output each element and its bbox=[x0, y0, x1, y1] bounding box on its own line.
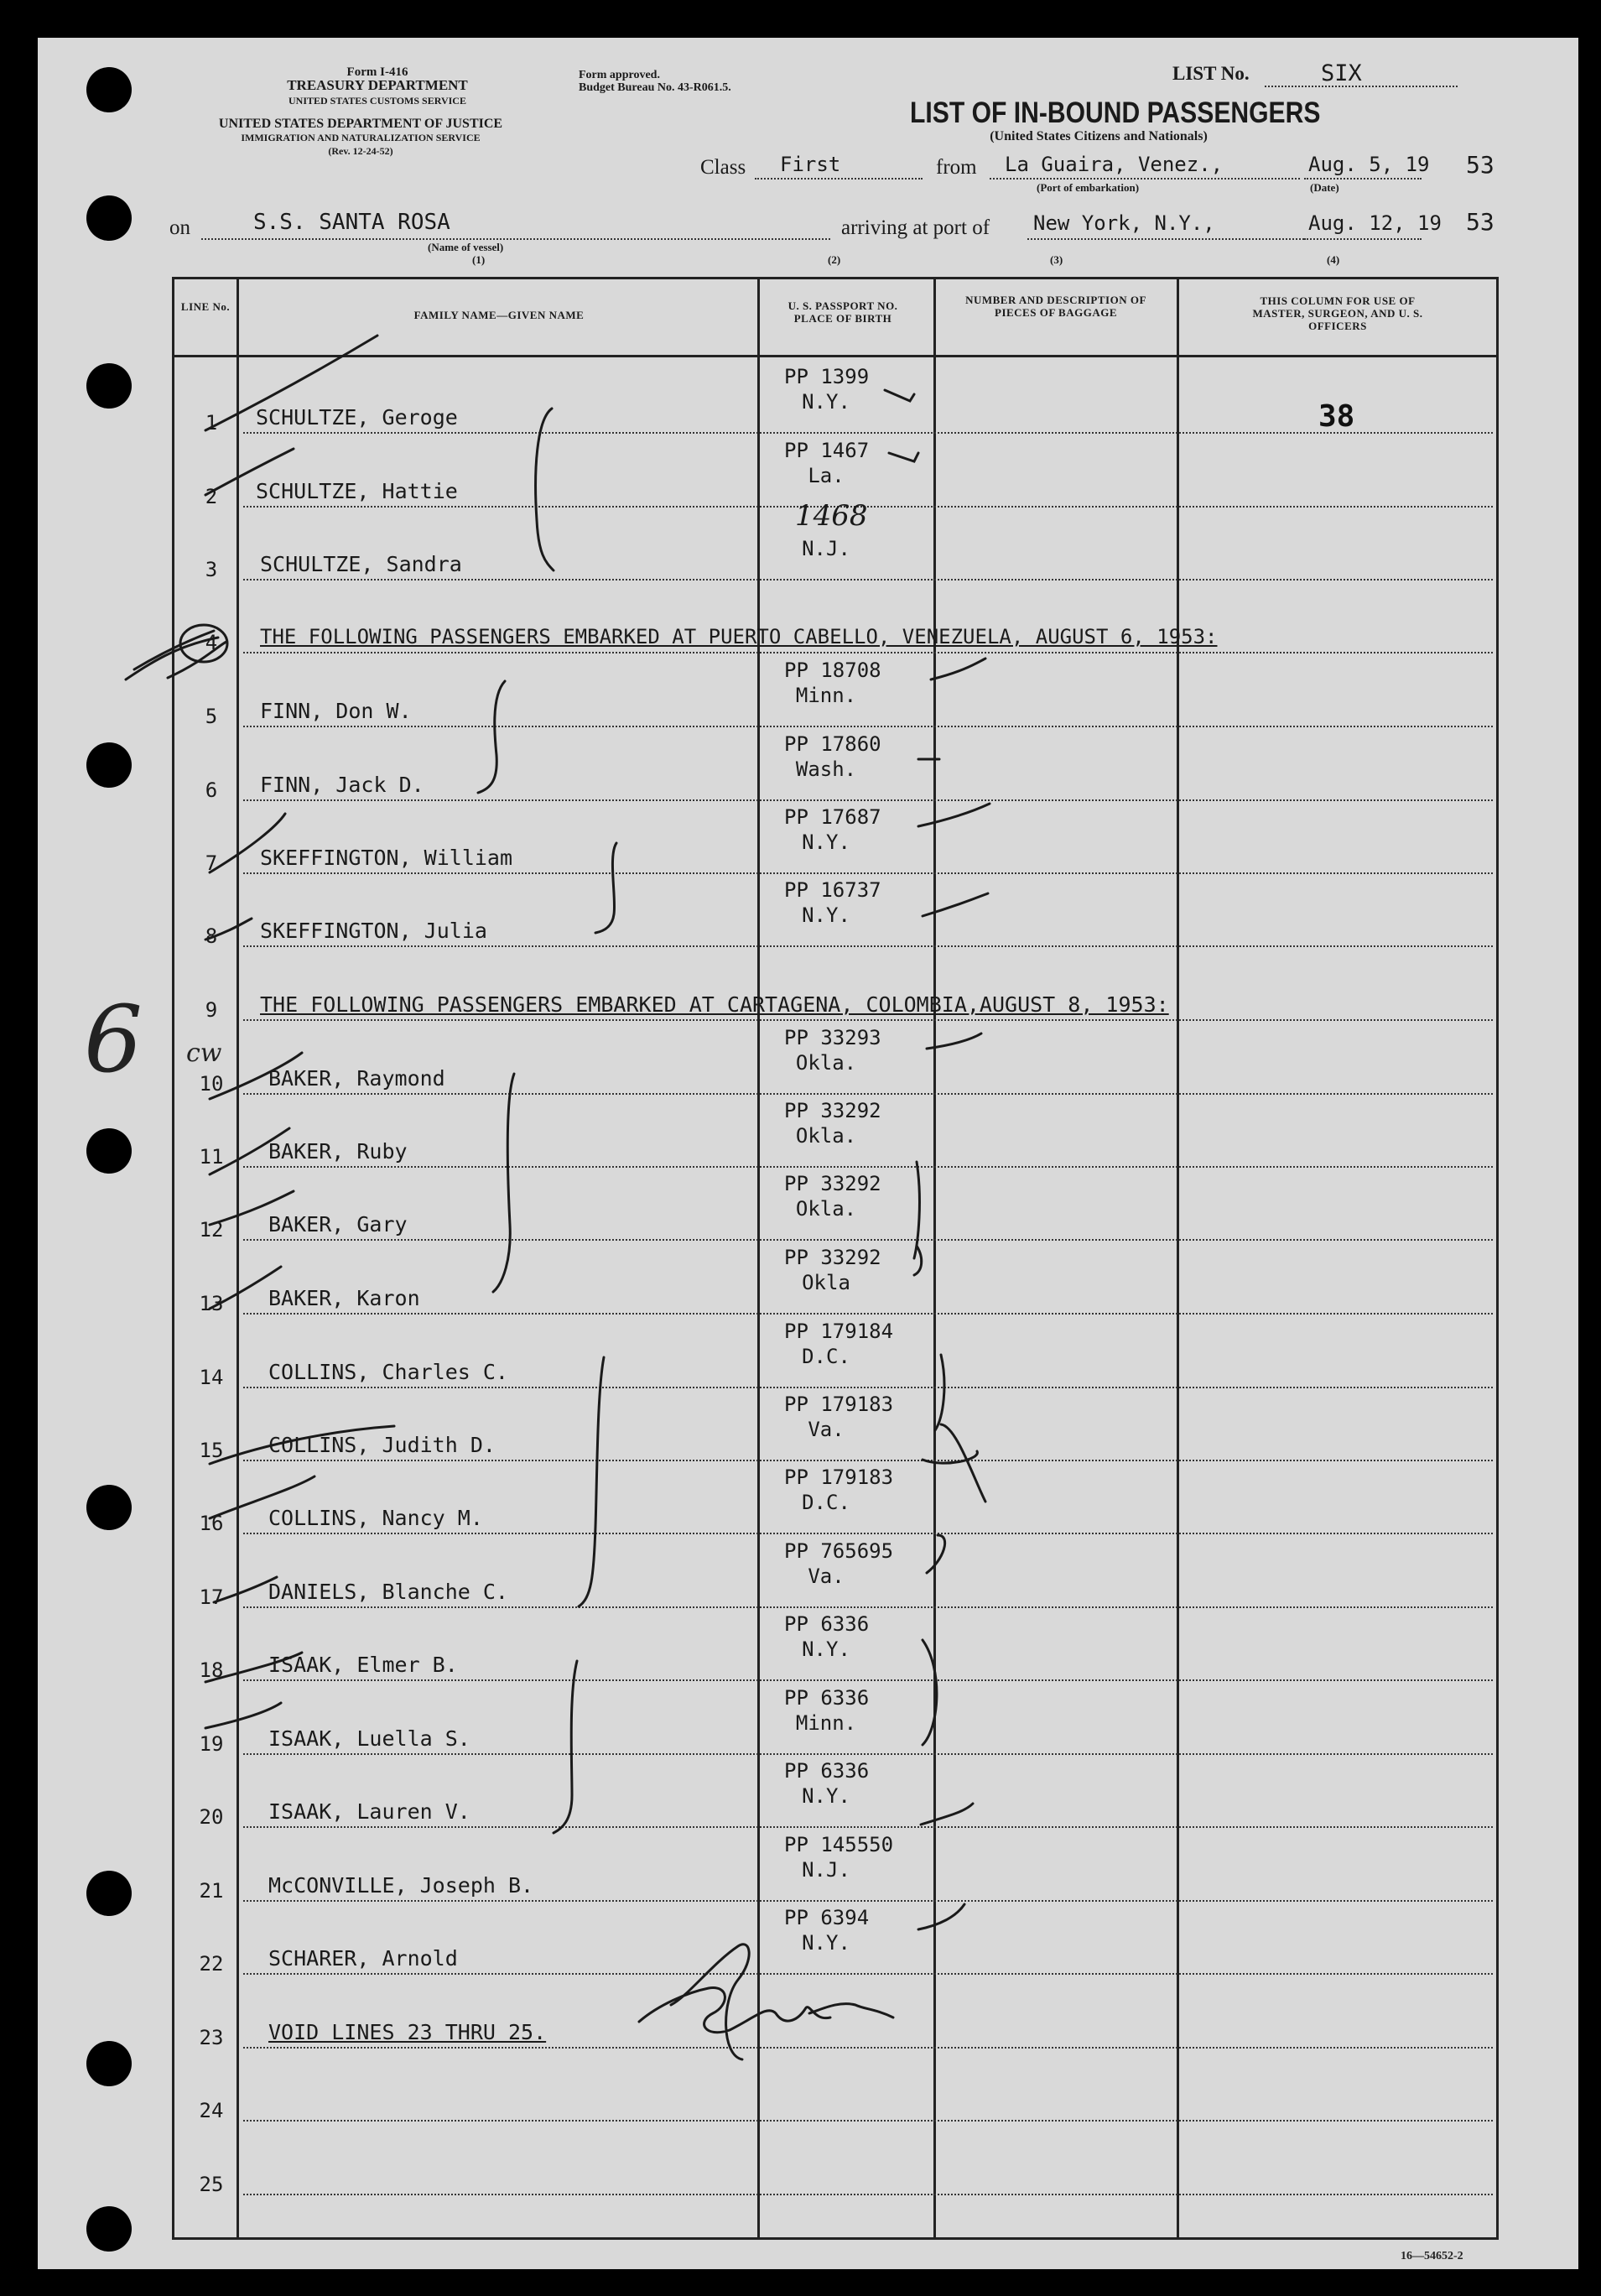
section-note: THE FOLLOWING PASSENGERS EMBARKED AT CARTAGENA, COLOMBIA,AUGUST 8, 1953: bbox=[260, 992, 1169, 1017]
place-of-birth: Okla. bbox=[795, 1197, 857, 1221]
line-number: 1 bbox=[205, 411, 218, 435]
passenger-name: SKEFFINGTON, William bbox=[260, 846, 513, 870]
passport-number: PP 765695 bbox=[784, 1539, 894, 1563]
passport-number: PP 6336 bbox=[784, 1759, 870, 1783]
place-of-birth: N.Y. bbox=[802, 390, 850, 414]
passport-number: PP 6336 bbox=[784, 1686, 870, 1710]
passport-number: PP 145550 bbox=[784, 1833, 894, 1856]
passenger-name: ISAAK, Luella S. bbox=[268, 1726, 470, 1751]
passenger-name: ISAAK, Lauren V. bbox=[268, 1799, 470, 1824]
place-of-birth: N.Y. bbox=[802, 1931, 850, 1955]
passenger-name: BAKER, Gary bbox=[268, 1212, 408, 1237]
passport-number: PP 179184 bbox=[784, 1320, 894, 1343]
page-title: LIST OF IN-BOUND PASSENGERS bbox=[910, 96, 1321, 129]
passport-number: PP 17860 bbox=[784, 732, 881, 756]
passport-number: PP 16737 bbox=[784, 878, 881, 902]
place-of-birth: N.Y. bbox=[802, 1784, 850, 1808]
arrival-date-col-caption: (3) bbox=[1050, 253, 1063, 266]
vessel-caption: (Name of vessel) bbox=[428, 241, 504, 253]
date-caption: (Date) bbox=[1310, 181, 1339, 194]
line-number: 16 bbox=[199, 1512, 224, 1535]
line-number: 25 bbox=[199, 2173, 224, 2196]
passenger-name: BAKER, Ruby bbox=[268, 1139, 408, 1164]
line-number: 24 bbox=[199, 2099, 224, 2122]
line-number: 15 bbox=[199, 1439, 224, 1462]
line-number: 23 bbox=[199, 2026, 224, 2049]
arrival-date: Aug. 12, 19 bbox=[1308, 211, 1442, 235]
embarkation-caption: (Port of embarkation) bbox=[1037, 181, 1140, 194]
line-number: 6 bbox=[205, 778, 218, 802]
class-value: First bbox=[780, 153, 841, 176]
place-of-birth: Minn. bbox=[795, 684, 857, 707]
embarkation-year: 53 bbox=[1466, 151, 1494, 179]
passport-number: 1468 bbox=[795, 499, 868, 533]
officer-mark: 38 bbox=[1318, 399, 1355, 434]
line-number: 8 bbox=[205, 924, 218, 948]
passport-number: PP 1399 bbox=[784, 365, 870, 388]
passenger-name: FINN, Don W. bbox=[260, 699, 412, 723]
line-number: 14 bbox=[199, 1366, 224, 1389]
col-header-line-no: LINE No. bbox=[180, 300, 231, 313]
passport-number: PP 179183 bbox=[784, 1466, 894, 1489]
place-of-birth: Wash. bbox=[795, 758, 857, 781]
list-no-label: LIST No. bbox=[1172, 63, 1250, 84]
passenger-name: SCHULTZE, Sandra bbox=[260, 552, 462, 576]
line-number: 19 bbox=[199, 1732, 224, 1756]
passenger-name: DANIELS, Blanche C. bbox=[268, 1580, 508, 1604]
line-number: 4 bbox=[205, 631, 218, 654]
passenger-name: COLLINS, Judith D. bbox=[268, 1433, 496, 1457]
passenger-name: COLLINS, Nancy M. bbox=[268, 1506, 483, 1530]
passport-number: PP 6394 bbox=[784, 1906, 870, 1929]
col-header-officers: THIS COLUMN FOR USE OF MASTER, SURGEON, AND U. S. OFFICERS bbox=[1252, 294, 1423, 332]
place-of-birth: Okla. bbox=[795, 1124, 857, 1148]
place-of-birth: La. bbox=[808, 464, 845, 487]
passenger-name: FINN, Jack D. bbox=[260, 773, 424, 797]
passenger-name: SCHARER, Arnold bbox=[268, 1946, 458, 1971]
punch-hole bbox=[86, 2206, 132, 2252]
punch-hole bbox=[86, 742, 132, 788]
form-approved: Form approved. bbox=[579, 69, 660, 81]
punch-hole bbox=[86, 67, 132, 112]
section-note: VOID LINES 23 THRU 25. bbox=[268, 2020, 547, 2044]
department: TREASURY DEPARTMENT bbox=[287, 77, 468, 93]
passport-number: PP 33292 bbox=[784, 1246, 881, 1269]
place-of-birth: D.C. bbox=[802, 1345, 850, 1368]
line-number: 5 bbox=[205, 705, 218, 728]
passenger-name: McCONVILLE, Joseph B. bbox=[268, 1873, 534, 1898]
punch-hole bbox=[86, 1871, 132, 1916]
line-number: 17 bbox=[199, 1585, 224, 1609]
line-number: 9 bbox=[205, 998, 218, 1022]
arriving-label: arriving at port of bbox=[841, 216, 990, 239]
place-of-birth: N.Y. bbox=[802, 903, 850, 927]
line-number: 3 bbox=[205, 558, 218, 581]
place-of-birth: Okla. bbox=[795, 1051, 857, 1075]
section-note: THE FOLLOWING PASSENGERS EMBARKED AT PUERTO CABELLO, VENEZUELA, AUGUST 6, 1953: bbox=[260, 625, 1218, 648]
col-header-name: FAMILY NAME—GIVEN NAME bbox=[413, 309, 585, 321]
punch-hole bbox=[86, 195, 132, 241]
vessel-col-caption: (1) bbox=[472, 253, 486, 266]
page-subtitle: (United States Citizens and Nationals) bbox=[990, 129, 1208, 143]
arrival-year: 53 bbox=[1466, 208, 1494, 236]
arrival-port: New York, N.Y., bbox=[1033, 211, 1215, 235]
passport-number: PP 17687 bbox=[784, 805, 881, 829]
embarkation-port: La Guaira, Venez., bbox=[1005, 153, 1224, 176]
place-of-birth: Okla bbox=[802, 1271, 850, 1294]
class-label: Class bbox=[700, 156, 746, 179]
punch-hole bbox=[86, 1128, 132, 1174]
place-of-birth: N.Y. bbox=[802, 1637, 850, 1661]
line-number: 12 bbox=[199, 1218, 224, 1242]
place-of-birth: Va. bbox=[808, 1418, 845, 1441]
line-number: 7 bbox=[205, 851, 218, 875]
passenger-name: SKEFFINGTON, Julia bbox=[260, 919, 487, 943]
punch-hole bbox=[86, 1485, 132, 1530]
line-number: 13 bbox=[199, 1292, 224, 1315]
on-label: on bbox=[169, 216, 190, 239]
budget-bureau: Budget Bureau No. 43-R061.5. bbox=[579, 81, 731, 94]
line-number: 10 bbox=[199, 1072, 224, 1096]
line-number: 2 bbox=[205, 485, 218, 508]
form-number: Form I-416 bbox=[346, 65, 408, 79]
passport-number: PP 33292 bbox=[784, 1099, 881, 1122]
footer-code: 16—54652-2 bbox=[1401, 2250, 1463, 2262]
line-number: 22 bbox=[199, 1952, 224, 1976]
officers-col-caption: (4) bbox=[1327, 253, 1340, 266]
department-of-justice: UNITED STATES DEPARTMENT OF JUSTICE bbox=[218, 117, 503, 131]
place-of-birth: Minn. bbox=[795, 1711, 857, 1735]
margin-number: 6 bbox=[84, 986, 143, 1093]
passport-number: PP 18708 bbox=[784, 659, 881, 682]
place-of-birth: N.Y. bbox=[802, 830, 850, 854]
revision-date: (Rev. 12-24-52) bbox=[328, 145, 393, 157]
vessel-name: S.S. SANTA ROSA bbox=[253, 210, 450, 235]
line-number: 20 bbox=[199, 1805, 224, 1829]
passport-number: PP 33292 bbox=[784, 1172, 881, 1195]
arrival-col-caption: (2) bbox=[828, 253, 841, 266]
passport-number: PP 179183 bbox=[784, 1393, 894, 1416]
passenger-name: ISAAK, Elmer B. bbox=[268, 1653, 458, 1677]
line-number: 11 bbox=[199, 1145, 224, 1169]
passport-number: PP 6336 bbox=[784, 1612, 870, 1636]
customs-service: UNITED STATES CUSTOMS SERVICE bbox=[288, 95, 466, 107]
col-header-baggage: NUMBER AND DESCRIPTION OF PIECES OF BAGGAGE bbox=[965, 294, 1146, 319]
line-number: 18 bbox=[199, 1658, 224, 1682]
margin-initials: cw bbox=[186, 1039, 222, 1068]
from-label: from bbox=[936, 156, 977, 179]
line-number: 21 bbox=[199, 1879, 224, 1903]
passenger-name: BAKER, Raymond bbox=[268, 1066, 445, 1091]
punch-hole bbox=[86, 2041, 132, 2086]
place-of-birth: D.C. bbox=[802, 1491, 850, 1514]
place-of-birth: N.J. bbox=[802, 1858, 850, 1882]
naturalization-service: IMMIGRATION AND NATURALIZATION SERVICE bbox=[241, 132, 481, 143]
place-of-birth: Va. bbox=[808, 1565, 845, 1588]
place-of-birth: N.J. bbox=[802, 537, 850, 560]
punch-hole bbox=[86, 363, 132, 409]
passenger-name: BAKER, Karon bbox=[268, 1286, 420, 1310]
passenger-name: SCHULTZE, Hattie bbox=[256, 479, 458, 503]
passenger-name: COLLINS, Charles C. bbox=[268, 1360, 508, 1384]
passenger-name: SCHULTZE, Geroge bbox=[256, 405, 458, 430]
embarkation-date: Aug. 5, 19 bbox=[1308, 153, 1430, 176]
col-header-passport: U. S. PASSPORT NO. PLACE OF BIRTH bbox=[788, 299, 898, 325]
passport-number: PP 1467 bbox=[784, 439, 870, 462]
list-no-value: SIX bbox=[1321, 60, 1362, 86]
passport-number: PP 33293 bbox=[784, 1026, 881, 1049]
